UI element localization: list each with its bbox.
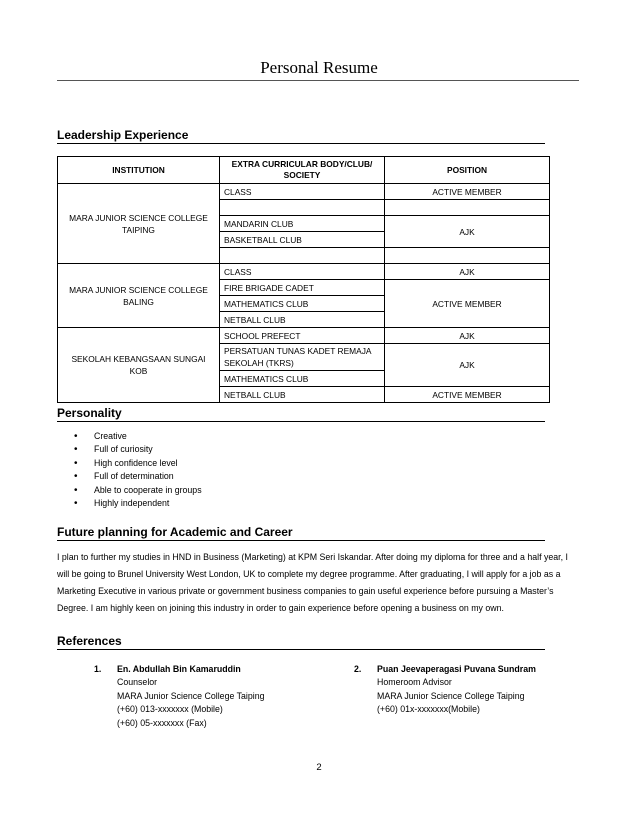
reference-item [94, 663, 265, 730]
activity-cell: CLASS [220, 184, 385, 200]
reference-phone: (+60) 013-xxxxxxx (Mobile) [117, 704, 223, 715]
table-header-row [58, 157, 550, 184]
list-item: • Highly independent [74, 497, 202, 510]
reference-phone: (+60) 01x-xxxxxxx(Mobile) [377, 704, 480, 715]
future-paragraph: I plan to further my studies in HND in Business (Marketing) at KPM Seri Iskandar. After doing my diploma for three and a half year, I will be going to Brunel University West London, UK to complete my degree programme. After graduating, I will apply for a job as a Marketing Executive in various private or government business companies to gain useful experience before pursuing a Master’s Degree. I am highly keen on joining this industry in order to gain experience before opening a business on my own. [57, 552, 568, 613]
list-item: • Full of curiosity [74, 443, 202, 456]
reference-fax: (+60) 05-xxxxxxx (Fax) [117, 717, 207, 728]
personality-heading: Personality [57, 406, 545, 422]
institution-cell: MARA JUNIOR SCIENCE COLLEGE BALING [58, 264, 220, 328]
activity-cell: SCHOOL PREFECT [220, 328, 385, 344]
activity-cell: NETBALL CLUB [220, 387, 385, 403]
institution-cell: MARA JUNIOR SCIENCE COLLEGE TAIPING [58, 184, 220, 264]
reference-role: Homeroom Advisor [377, 677, 452, 688]
reference-org: MARA Junior Science College Taiping [117, 690, 265, 701]
institution-cell: SEKOLAH KEBANGSAAN SUNGAI KOB [58, 328, 220, 403]
list-item: • High confidence level [74, 457, 202, 470]
activity-cell [220, 248, 385, 264]
future-heading: Future planning for Academic and Career [57, 525, 545, 541]
activity-cell: NETBALL CLUB [220, 312, 385, 328]
list-item: • Able to cooperate in groups [74, 484, 202, 497]
activity-cell: MANDARIN CLUB [220, 216, 385, 232]
column-header-activity: EXTRA CURRICULAR BODY/CLUB/ SOCIETY [220, 157, 385, 184]
activity-cell: MATHEMATICS CLUB [220, 371, 385, 387]
reference-number: 2. [354, 664, 362, 674]
column-header-position: POSITION [385, 157, 550, 184]
position-cell: ACTIVE MEMBER [385, 387, 550, 403]
position-cell: AJK [385, 216, 550, 248]
table-row [58, 328, 550, 344]
page-title: Personal Resume [260, 58, 378, 77]
table-row [58, 184, 550, 200]
reference-name: Puan Jeevaperagasi Puvana Sundram [377, 664, 536, 674]
activity-cell: PERSATUAN TUNAS KADET REMAJA SEKOLAH (TKRS) [220, 344, 385, 371]
activity-cell: FIRE BRIGADE CADET [220, 280, 385, 296]
column-header-institution: INSTITUTION [58, 157, 220, 184]
activity-cell: MATHEMATICS CLUB [220, 296, 385, 312]
reference-number: 1. [94, 664, 102, 674]
title-rule [57, 80, 579, 81]
position-cell: ACTIVE MEMBER [385, 184, 550, 200]
position-cell: ACTIVE MEMBER [385, 280, 550, 328]
list-item: • Full of determination [74, 470, 202, 483]
personality-list [74, 430, 202, 510]
activity-cell [220, 200, 385, 216]
list-item: • Creative [74, 430, 202, 443]
table-row [58, 264, 550, 280]
position-cell: AJK [385, 328, 550, 344]
position-cell: AJK [385, 264, 550, 280]
leadership-table [57, 156, 550, 403]
reference-item [354, 663, 536, 717]
reference-org: MARA Junior Science College Taiping [377, 690, 525, 701]
position-cell: AJK [385, 344, 550, 387]
reference-role: Counselor [117, 677, 158, 688]
page-number: 2 [316, 762, 322, 773]
references-heading: References [57, 634, 545, 650]
reference-name: En. Abdullah Bin Kamaruddin [117, 664, 241, 674]
position-cell [385, 248, 550, 264]
activity-cell: BASKETBALL CLUB [220, 232, 385, 248]
position-cell [385, 200, 550, 216]
activity-cell: CLASS [220, 264, 385, 280]
leadership-heading: Leadership Experience [57, 128, 545, 144]
